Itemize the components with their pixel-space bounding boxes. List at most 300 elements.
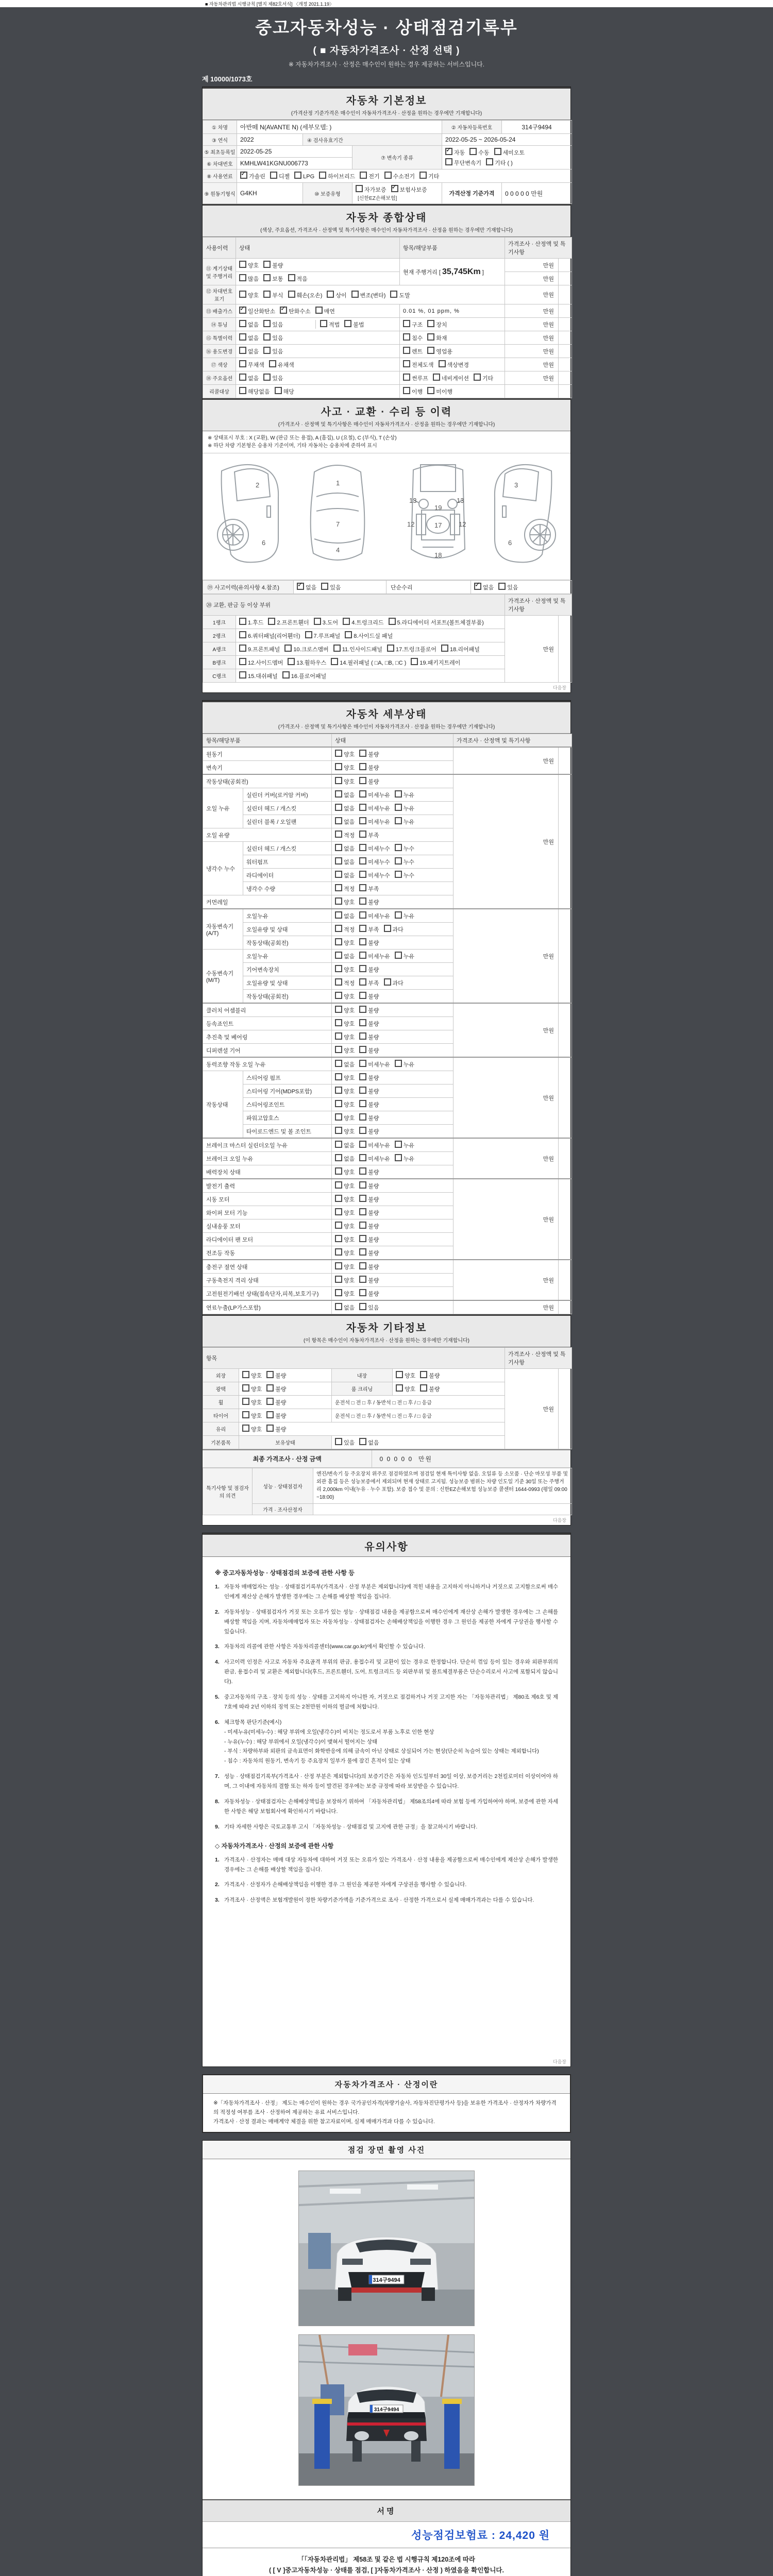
checkbox-불량[interactable] — [359, 992, 366, 999]
checkbox-구조[interactable] — [403, 320, 410, 327]
inspection-photo-front — [298, 2171, 475, 2326]
checkbox-11.인사이드패널[interactable] — [333, 645, 341, 652]
checkbox-불량[interactable] — [359, 1262, 366, 1269]
checkbox-양호[interactable] — [335, 1208, 342, 1215]
checkbox-양호[interactable] — [335, 1181, 342, 1189]
checkbox-부식[interactable] — [263, 291, 271, 298]
option-없음: 없음 — [335, 804, 355, 812]
checkbox-불량[interactable] — [359, 1222, 366, 1229]
table-row: 오일유량 및 상태 적정 부족 과다 — [203, 976, 572, 990]
inspection-photo-rear-lift — [298, 2334, 475, 2486]
checkbox-17.트렁크플로어[interactable] — [387, 645, 394, 652]
checkbox-부족[interactable] — [359, 978, 366, 986]
option-누유: 누유 — [395, 911, 414, 920]
checkbox-화재[interactable] — [427, 333, 434, 341]
vin-label: ⑥ 차대번호 — [203, 158, 237, 170]
reg-no-label: ② 자동차등록번호 — [442, 121, 502, 134]
option-없음: 없음 — [335, 952, 355, 960]
checkbox-과다[interactable] — [384, 925, 391, 932]
checkbox-양호[interactable] — [335, 1289, 342, 1296]
table-row: 스티어링조인트 양호 불량 — [203, 1098, 572, 1111]
option-일산화탄소: ✓ 일산화탄소 — [239, 307, 275, 315]
checkbox-양호[interactable] — [335, 1167, 342, 1175]
checkbox-네비게이션[interactable] — [433, 374, 440, 381]
option-없음: 없음 — [239, 374, 259, 382]
option-미세누유: 미세누유 — [359, 817, 390, 826]
option-보통: 보통 — [263, 274, 283, 283]
checkbox-양호[interactable] — [335, 1073, 342, 1080]
option-있음: 있음 — [335, 1438, 355, 1447]
checkbox-없음[interactable] — [335, 817, 342, 824]
option-양호: 양호 — [239, 261, 259, 269]
card-basic — [202, 87, 571, 693]
checkbox-양호[interactable] — [335, 965, 342, 972]
checkbox-렌트[interactable] — [403, 347, 410, 354]
table-row: 오일유량 및 상태 적정 부족 과다 — [203, 923, 572, 936]
checkbox-이행[interactable] — [403, 387, 410, 394]
table-row: 유리 양호 불량 — [203, 1422, 572, 1436]
checkbox-미세누유[interactable] — [359, 911, 366, 919]
checkbox-일산화탄소[interactable] — [239, 307, 246, 314]
checkbox-불량[interactable] — [359, 1195, 366, 1202]
checkbox-수동[interactable] — [469, 148, 477, 155]
checkbox-불량[interactable] — [266, 1384, 274, 1392]
checkbox-미세누유[interactable] — [359, 790, 366, 798]
option-양호: 양호 — [335, 750, 355, 758]
checkbox-적음[interactable] — [288, 274, 295, 281]
checkbox-3.도어[interactable] — [314, 618, 321, 625]
checkbox-불량[interactable] — [359, 1019, 366, 1026]
option-불법: 불법 — [344, 320, 364, 329]
checkbox-양호[interactable] — [335, 1248, 342, 1256]
checkbox-있음[interactable] — [498, 583, 506, 590]
checkbox-LPG[interactable] — [294, 172, 301, 179]
notice-item: 2. 가격조사 · 산정자가 손해배상책임을 이행한 경우 그 원인을 제공한 자에게 구상권을 행사할 수 있습니다. — [215, 1882, 467, 1888]
checkbox-14.필러패널 ( □A, □B, □C )[interactable] — [331, 658, 338, 665]
checkbox-불량[interactable] — [266, 1371, 274, 1378]
table-row: 자동변속기 (A/T) 오일누유 없음 미세누유 누유 만원 — [203, 909, 572, 923]
option-양호: 양호 — [335, 1100, 355, 1109]
checkbox-없음[interactable] — [335, 911, 342, 919]
option-양호: 양호 — [242, 1411, 262, 1420]
checkbox-적정[interactable] — [335, 884, 342, 891]
table-row: 라디에이터 팬 모터 양호 불량 — [203, 1233, 572, 1246]
option-LPG: LPG — [294, 172, 314, 180]
accident-history-table — [203, 580, 572, 594]
col-usage-history: 사용이력 — [203, 238, 236, 259]
year-value: 2022 — [237, 134, 303, 146]
option-양호: 양호 — [335, 897, 355, 906]
option-양호: 양호 — [239, 291, 259, 299]
checkbox-미세누유[interactable] — [359, 1141, 366, 1148]
checkbox-없음[interactable] — [335, 790, 342, 798]
misc-info-table — [203, 1347, 572, 1449]
table-row — [203, 146, 572, 158]
checkbox-불량[interactable] — [359, 1046, 366, 1053]
option-적법: 적법 — [320, 320, 340, 329]
card-photos — [202, 2140, 571, 2576]
checkbox-탄화수소[interactable] — [280, 307, 287, 314]
checkbox-양호[interactable] — [396, 1384, 403, 1392]
checkbox-양호[interactable] — [335, 750, 342, 757]
checkbox-양호[interactable] — [335, 1127, 342, 1134]
checkbox-양호[interactable] — [335, 1235, 342, 1242]
checkbox-불량[interactable] — [359, 1235, 366, 1242]
checkbox-누유[interactable] — [395, 1154, 402, 1161]
option-없음: 없음 — [335, 857, 355, 866]
checkbox-없음[interactable] — [335, 804, 342, 811]
checkbox-미세누유[interactable] — [359, 804, 366, 811]
checkbox-불법[interactable] — [344, 320, 351, 327]
notice-items — [215, 1582, 558, 1832]
checkbox-미세누유[interactable] — [359, 1154, 366, 1161]
checkbox-누유[interactable] — [395, 1141, 402, 1148]
checkbox-변조(변타)[interactable] — [351, 291, 359, 298]
option-화재: 화재 — [427, 333, 447, 342]
checkbox-없음[interactable] — [335, 1060, 342, 1067]
checkbox-불량[interactable] — [359, 1006, 366, 1013]
table-row: 실린더 블록 / 오일팬 없음 미세누유 누유 — [203, 815, 572, 828]
option-있음: 있음 — [359, 1303, 379, 1312]
option-있음: 있음 — [263, 374, 283, 382]
option-양호: 양호 — [242, 1371, 262, 1380]
checkbox-5.라디에이터 서포트(볼트체결부품)[interactable] — [389, 618, 396, 625]
checkbox-양호[interactable] — [335, 1262, 342, 1269]
checkbox-없음[interactable] — [239, 347, 246, 354]
table-row: 기어변속장치 양호 불량 — [203, 963, 572, 976]
checkbox-양호[interactable] — [335, 763, 342, 770]
table-row: A랭크 9.프론트패널 10.크로스멤버 11.인사이드패널 17.트렁크플로어 18.리어패널 — [203, 642, 572, 656]
checkbox-불량[interactable] — [359, 1087, 366, 1094]
checkbox-16.플로어패널[interactable] — [282, 671, 290, 679]
checkbox-유채색[interactable] — [269, 360, 276, 367]
checkbox-누수[interactable] — [395, 844, 402, 851]
table-row: 1랭크 1.후드 2.프론트휀더 3.도어 4.트렁크리드 5.라디에이터 서포트(볼트체결부품) 만원 — [203, 616, 572, 629]
checkbox-불량[interactable] — [263, 261, 271, 268]
checkbox-불량[interactable] — [359, 1032, 366, 1040]
option-디젤: 디젤 — [270, 172, 290, 180]
checkbox-없음[interactable] — [239, 320, 246, 327]
checkbox-누수[interactable] — [395, 857, 402, 865]
option-불량: 불량 — [359, 1222, 379, 1230]
checkbox-1.후드[interactable] — [239, 618, 246, 625]
checkbox-6.쿼터패널(리어휀더)[interactable] — [239, 631, 246, 638]
checkbox-19.패키지트레이[interactable] — [411, 658, 418, 665]
checkbox-불량[interactable] — [359, 897, 366, 905]
option-적정: 적정 — [335, 925, 355, 934]
car-diagram-front-right — [495, 465, 556, 562]
checkbox-없음[interactable] — [335, 1303, 342, 1310]
checkbox-자동[interactable] — [445, 148, 452, 155]
table-row: 냉각수 수량 적정 부족 — [203, 882, 572, 895]
checkbox-불량[interactable] — [359, 1276, 366, 1283]
checkbox-10.크로스멤버[interactable] — [284, 645, 292, 652]
checkbox-없음[interactable] — [474, 583, 481, 590]
checkbox-미세누유[interactable] — [359, 817, 366, 824]
checkbox-영업용[interactable] — [427, 347, 434, 354]
checkbox-양호[interactable] — [335, 1046, 342, 1053]
checkbox-불량[interactable] — [266, 1398, 274, 1405]
checkbox-해당[interactable] — [275, 387, 282, 394]
mileage-value: 35,745Km — [442, 267, 481, 276]
checkbox-7.루프패널[interactable] — [305, 631, 312, 638]
checkbox-없음[interactable] — [335, 1154, 342, 1161]
checkbox-양호[interactable] — [239, 291, 246, 298]
option-불량: 불량 — [359, 1100, 379, 1109]
option-19.패키지트레이: 19.패키지트레이 — [411, 658, 460, 667]
section-detail-header — [203, 701, 570, 734]
checkbox-15.대쉬패널[interactable] — [239, 671, 246, 679]
checkbox-미세누유[interactable] — [359, 1060, 366, 1067]
option-양호: 양호 — [335, 1262, 355, 1271]
checkbox-없음[interactable] — [335, 952, 342, 959]
option-불량: 불량 — [359, 1235, 379, 1244]
option-없음: 없음 — [239, 320, 259, 329]
checkbox-매연[interactable] — [315, 307, 323, 314]
checkbox-양호[interactable] — [335, 992, 342, 999]
option-없음: 없음 — [335, 1141, 355, 1149]
checkbox-있음[interactable] — [263, 374, 271, 381]
checkbox-미세누수[interactable] — [359, 844, 366, 851]
option-있음: 있음 — [263, 347, 283, 355]
table-row: 리콜대상 해당없음 해당 이행 미이행 — [203, 385, 572, 398]
checkbox-자가보증[interactable] — [356, 185, 363, 192]
table-row: 디퍼렌셜 기어 양호 불량 — [203, 1044, 572, 1058]
checkbox-적정[interactable] — [335, 831, 342, 838]
checkbox-누유[interactable] — [395, 1060, 402, 1067]
table-row: 스티어링 기어(MDPS포함) 양호 불량 — [203, 1084, 572, 1098]
table-row: 타이로드엔드 및 볼 조인트 양호 불량 — [203, 1125, 572, 1139]
checkbox-양호[interactable] — [239, 261, 246, 268]
section-misc-header — [203, 1314, 570, 1347]
table-row: ⑬ 배출가스 ✓ 일산화탄소 ✓ 탄화수소 매연 0.01 %, 01 ppm, % 만원 — [203, 304, 572, 318]
option-없음: 없음 — [335, 1060, 355, 1069]
table-row: 커먼레일 양호 불량 — [203, 895, 572, 909]
checkbox-불량[interactable] — [359, 938, 366, 945]
checkbox-있음[interactable] — [359, 1303, 366, 1310]
accident-history-label: ⑲ 사고이력(유의사항 4.참조) — [203, 581, 294, 594]
checkbox-있음[interactable] — [263, 333, 271, 341]
checkbox-없음[interactable] — [335, 844, 342, 851]
option-불량: 불량 — [359, 1113, 379, 1122]
checkbox-양호[interactable] — [335, 1100, 342, 1107]
checkbox-양호[interactable] — [335, 1006, 342, 1013]
checkbox-누유[interactable] — [395, 804, 402, 811]
svg-text:13: 13 — [457, 497, 464, 504]
checkbox-불량[interactable] — [266, 1425, 274, 1432]
checkbox-2.프론트휀더[interactable] — [268, 618, 275, 625]
checkbox-불량[interactable] — [359, 1181, 366, 1189]
warranty-type-label: ⑩ 보증유형 — [303, 183, 352, 204]
checkbox-양호[interactable] — [335, 897, 342, 905]
page-note: ※ 자동차가격조사 · 산정은 매수인이 원하는 경우 제공하는 서비스입니다. — [288, 61, 485, 68]
checkbox-전기[interactable] — [360, 172, 367, 179]
option-양호: 양호 — [335, 1289, 355, 1298]
option-양호: 양호 — [396, 1371, 415, 1380]
checkbox-불량[interactable] — [359, 1167, 366, 1175]
checkbox-불량[interactable] — [359, 1100, 366, 1107]
checkbox-없음[interactable] — [359, 1438, 366, 1445]
table-row: ⑰ 색상 무채색 유채색 전체도색 색상변경 만원 — [203, 358, 572, 371]
table-row: 원동기 양호 불량 만원 — [203, 747, 572, 761]
checkbox-도말[interactable] — [390, 291, 397, 298]
option-없음: 없음 — [335, 871, 355, 879]
checkbox-불량[interactable] — [359, 750, 366, 757]
checkbox-8.사이드실 패널[interactable] — [345, 631, 352, 638]
option-불량: 불량 — [359, 1032, 379, 1041]
checkbox-부족[interactable] — [359, 884, 366, 891]
checkbox-없음[interactable] — [335, 871, 342, 878]
checkbox-9.프론트패널[interactable] — [239, 645, 246, 652]
checkbox-양호[interactable] — [335, 1195, 342, 1202]
checkbox-미세누수[interactable] — [359, 857, 366, 865]
checkbox-양호[interactable] — [396, 1371, 403, 1378]
option-없음: 없음 — [335, 844, 355, 853]
option-4.트렁크리드: 4.트렁크리드 — [343, 618, 383, 626]
checkbox-무단변속기[interactable] — [445, 158, 452, 165]
option-불량: 불량 — [420, 1371, 440, 1380]
final-price-value: 0 0 0 0 0 만원 — [379, 1455, 433, 1463]
checkbox-적정[interactable] — [335, 925, 342, 932]
option-2.프론트휀더: 2.프론트휀더 — [268, 618, 309, 626]
checkbox-불량[interactable] — [266, 1411, 274, 1418]
checkbox-미세누수[interactable] — [359, 871, 366, 878]
checkbox-수소전기[interactable] — [384, 172, 392, 179]
checkbox-불량[interactable] — [359, 1113, 366, 1121]
table-row: ⑯ 용도변경 없음 있음 렌트 영업용 만원 — [203, 345, 572, 358]
table-row — [203, 134, 572, 146]
option-불량: 불량 — [359, 750, 379, 758]
option-18.리어패널: 18.리어패널 — [441, 645, 480, 653]
checkbox-하이브리드[interactable] — [319, 172, 326, 179]
checkbox-불량[interactable] — [359, 777, 366, 784]
fuel-label: ⑧ 사용연료 — [203, 170, 237, 183]
checkbox-부족[interactable] — [359, 925, 366, 932]
option-무채색: 무채색 — [239, 360, 264, 369]
checkbox-적정[interactable] — [335, 978, 342, 986]
checkbox-양호[interactable] — [242, 1384, 249, 1392]
checkbox-과다[interactable] — [384, 978, 391, 986]
checkbox-보험사보증[interactable] — [391, 185, 398, 192]
option-부족: 부족 — [359, 884, 379, 893]
checkbox-적법[interactable] — [320, 320, 327, 327]
car-name-value: 아반떼 N(AVANTE N) (세부모델: ) — [237, 121, 442, 134]
checkbox-불량[interactable] — [420, 1371, 427, 1378]
checkbox-누유[interactable] — [395, 817, 402, 824]
checkbox-없음[interactable] — [335, 1141, 342, 1148]
checkbox-4.트렁크리드[interactable] — [343, 618, 350, 625]
checkbox-누수[interactable] — [395, 871, 402, 878]
checkbox-부족[interactable] — [359, 831, 366, 838]
checkbox-해당없음[interactable] — [239, 387, 246, 394]
checkbox-없음[interactable] — [239, 333, 246, 341]
checkbox-불량[interactable] — [359, 1248, 366, 1256]
checkbox-양호[interactable] — [242, 1425, 249, 1432]
checkbox-전체도색[interactable] — [403, 360, 410, 367]
checkbox-없음[interactable] — [297, 583, 304, 590]
option-불량: 불량 — [420, 1384, 440, 1393]
option-14.필러패널 ( □A, □B, □C ): 14.필러패널 ( □A, □B, □C ) — [331, 658, 406, 667]
checkbox-양호[interactable] — [335, 1087, 342, 1094]
price-appraisal-box-line2: 가격조사 · 산정 결과는 매매계약 체결을 위한 참고자료이며, 실제 매매가격과 다를 수 있습니다. — [213, 2118, 435, 2125]
checkbox-미세누유[interactable] — [359, 952, 366, 959]
table-row: 타이어 양호 불량 운전석 □ 전 □ 후 / 동반석 □ 전 □ 후 / □ 응급 — [203, 1409, 572, 1422]
transmission-label: ⑦ 변속기 종류 — [352, 146, 442, 170]
checkbox-미이행[interactable] — [427, 387, 434, 394]
checkbox-양호[interactable] — [335, 777, 342, 784]
option-누유: 누유 — [395, 1060, 414, 1069]
checkbox-불량[interactable] — [359, 1127, 366, 1134]
checkbox-불량[interactable] — [359, 1289, 366, 1296]
option-양호: 양호 — [242, 1398, 262, 1406]
checkbox-불량[interactable] — [359, 965, 366, 972]
checkbox-있음[interactable] — [263, 320, 271, 327]
checkbox-색상변경[interactable] — [439, 360, 446, 367]
checkbox-기타[interactable] — [474, 374, 481, 381]
table-row: 냉각수 누수 실린더 헤드 / 개스킷 없음 미세누수 누수 — [203, 842, 572, 855]
checkbox-기타[interactable] — [419, 172, 427, 179]
checkbox-장치[interactable] — [427, 320, 434, 327]
checkbox-보통[interactable] — [263, 274, 271, 281]
checkbox-12.사이드멤버[interactable] — [239, 658, 246, 665]
checkbox-누유[interactable] — [395, 911, 402, 919]
checkbox-양호[interactable] — [242, 1411, 249, 1418]
option-양호: 양호 — [396, 1384, 415, 1393]
checkbox-훼손(오손)[interactable] — [288, 291, 295, 298]
checkbox-불량[interactable] — [420, 1384, 427, 1392]
option-3.도어: 3.도어 — [314, 618, 338, 626]
checkbox-불량[interactable] — [359, 1073, 366, 1080]
checkbox-양호[interactable] — [335, 1113, 342, 1121]
checkbox-썬루프[interactable] — [403, 374, 410, 381]
checkbox-불량[interactable] — [359, 763, 366, 770]
final-price-label: 최종 가격조사 · 산정 금액 — [203, 1450, 372, 1467]
checkbox-있음[interactable] — [321, 583, 328, 590]
checkbox-불량[interactable] — [359, 1208, 366, 1215]
checkbox-침수[interactable] — [403, 333, 410, 341]
checkbox-18.리어패널[interactable] — [441, 645, 448, 652]
checkbox-가솔린[interactable] — [240, 172, 247, 179]
checkbox-양호[interactable] — [242, 1398, 249, 1405]
checkbox-양호[interactable] — [335, 1222, 342, 1229]
checkbox-누유[interactable] — [395, 790, 402, 798]
checkbox-13.휠하우스[interactable] — [288, 658, 295, 665]
option-누수: 누수 — [395, 857, 414, 866]
checkbox-없음[interactable] — [239, 374, 246, 381]
checkbox-없음[interactable] — [335, 857, 342, 865]
option-침수: 침수 — [403, 333, 423, 342]
checkbox-있음[interactable] — [335, 1438, 342, 1445]
checkbox-있음[interactable] — [263, 347, 271, 354]
confirm-line-2: ( [ V ]중고자동차성능 · 상태를 점검, [ ]자동차가격조사 · 산정 ) 하였음을 확인합니다. — [269, 2566, 504, 2574]
checkbox-상이[interactable] — [327, 291, 334, 298]
checkbox-양호[interactable] — [335, 1019, 342, 1026]
option-불량: 불량 — [359, 938, 379, 947]
checkbox-양호[interactable] — [335, 1276, 342, 1283]
svg-text:3: 3 — [514, 481, 518, 489]
checkbox-무채색[interactable] — [239, 360, 246, 367]
checkbox-양호[interactable] — [335, 938, 342, 945]
checkbox-양호[interactable] — [242, 1371, 249, 1378]
svg-text:12: 12 — [407, 520, 415, 528]
checkbox-기타 ( )[interactable] — [486, 158, 493, 165]
checkbox-디젤[interactable] — [270, 172, 277, 179]
checkbox-많음[interactable] — [239, 274, 246, 281]
col-price: 가격조사 · 산정액 및 특기사항 — [505, 238, 572, 259]
checkbox-양호[interactable] — [335, 1032, 342, 1040]
checkbox-세미오토[interactable] — [494, 148, 501, 155]
checkbox-누유[interactable] — [395, 952, 402, 959]
